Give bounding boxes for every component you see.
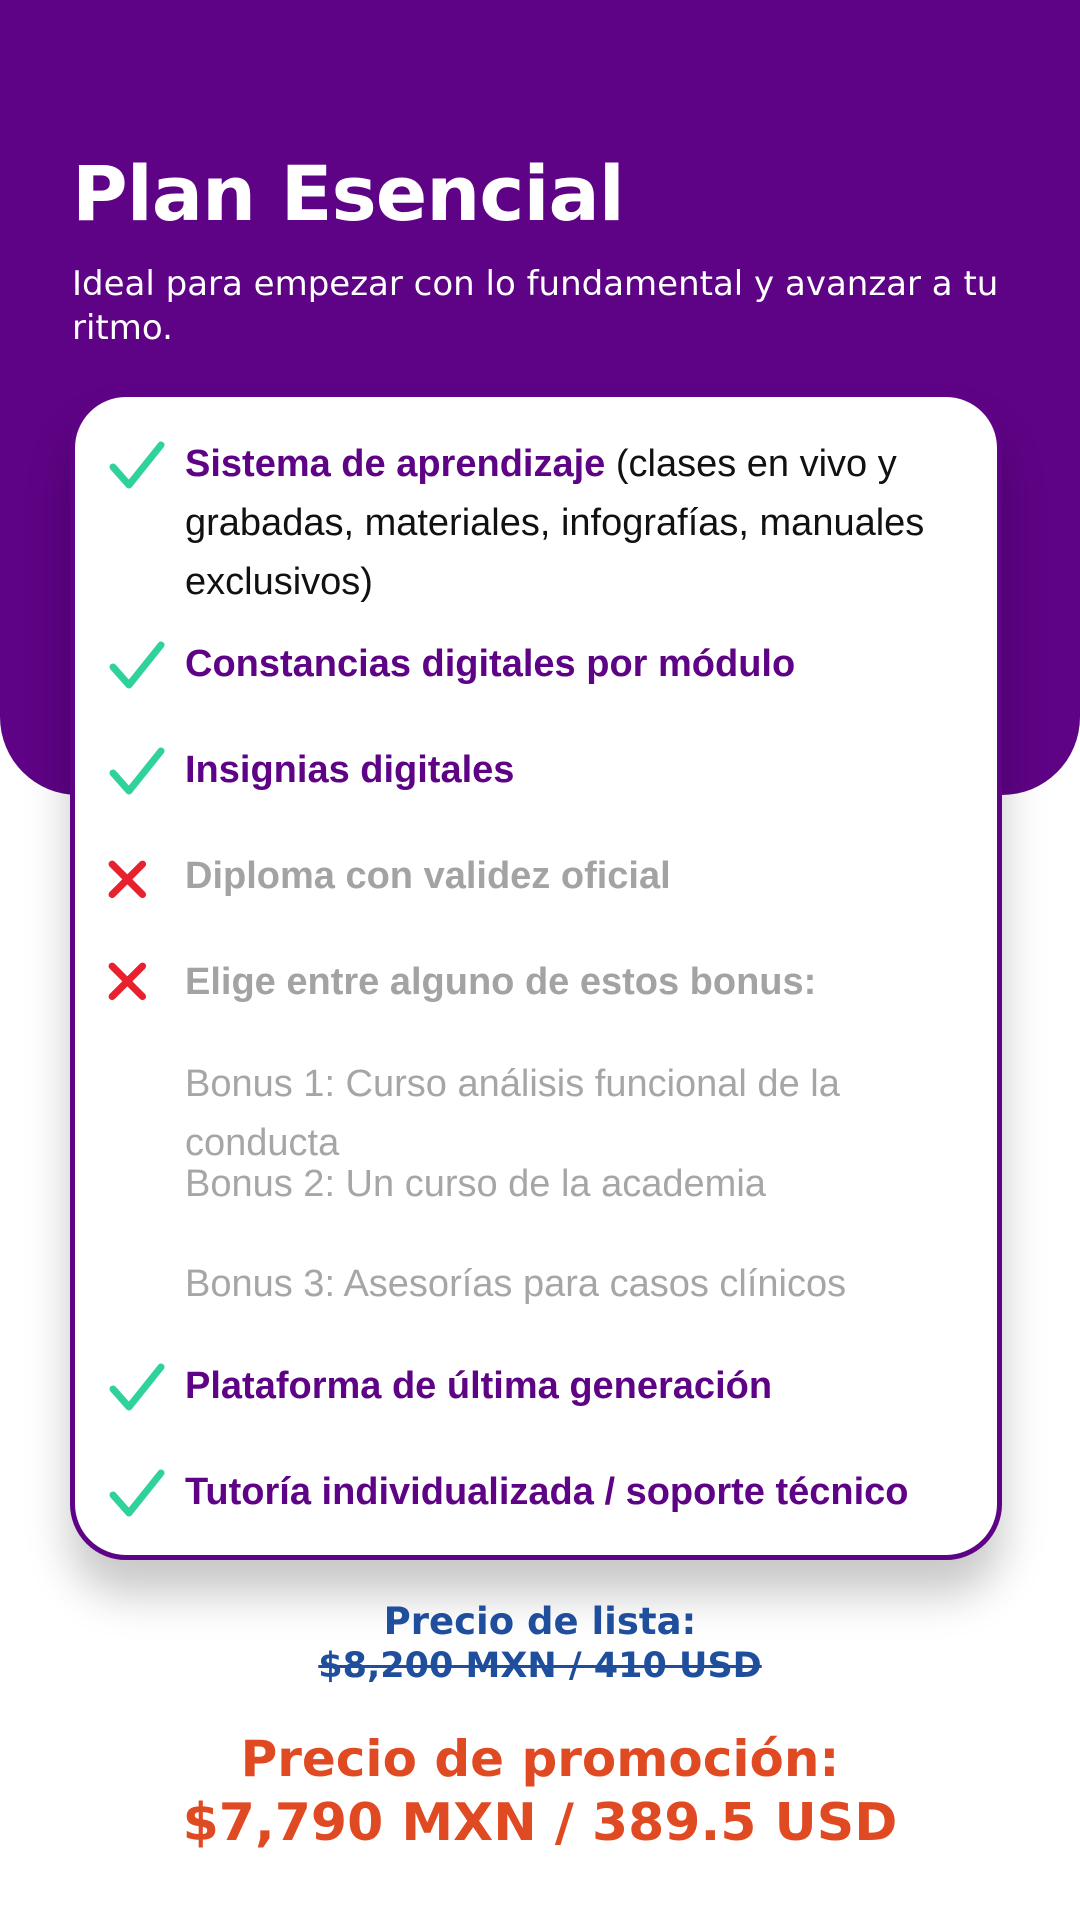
feature-title: Constancias digitales por módulo	[185, 643, 796, 685]
check-icon	[109, 639, 165, 695]
feature-title: Elige entre alguno de estos bonus:	[185, 961, 817, 1003]
cross-icon	[105, 959, 155, 1009]
feature-title: Sistema de aprendizaje	[185, 443, 606, 485]
cross-icon	[105, 857, 155, 907]
plan-title: Plan Esencial	[72, 149, 624, 238]
check-icon	[109, 439, 165, 495]
feature-text	[185, 847, 957, 906]
bonus-title: Bonus 2: Un curso de la academia	[185, 1163, 766, 1205]
feature-text	[185, 953, 957, 1012]
feature-title: Diploma con validez oficial	[185, 855, 671, 897]
promo-price-label: Precio de promoción:	[240, 1730, 840, 1788]
bonus-text	[185, 1155, 957, 1214]
check-icon	[109, 745, 165, 801]
feature-description: (clases en vivo y grabadas, materiales, infografías, manuales exclusivos)	[185, 443, 925, 603]
feature-title: Tutoría individualizada / soporte técnico	[185, 1471, 909, 1513]
list-price-value: $8,200 MXN / 410 USD	[318, 1646, 762, 1686]
plan-subtitle: Ideal para empezar con lo fundamental y avanzar a tu ritmo.	[72, 264, 999, 348]
feature-title: Plataforma de última generación	[185, 1365, 773, 1407]
feature-title: Insignias digitales	[185, 749, 515, 791]
feature-text	[185, 1357, 957, 1416]
bonus-title: Bonus 1: Curso análisis funcional de la conducta	[185, 1063, 840, 1164]
feature-text	[185, 435, 957, 612]
feature-text	[185, 635, 957, 694]
promo-price-value: $7,790 MXN / 389.5 USD	[182, 1793, 898, 1853]
feature-text	[185, 1463, 957, 1522]
check-icon	[109, 1361, 165, 1417]
check-icon	[109, 1467, 165, 1523]
list-price-label: Precio de lista:	[383, 1600, 697, 1643]
feature-text	[185, 741, 957, 800]
bonus-text	[185, 1255, 957, 1314]
bonus-title: Bonus 3: Asesorías para casos clínicos	[185, 1263, 847, 1305]
features-card	[70, 392, 1002, 1560]
